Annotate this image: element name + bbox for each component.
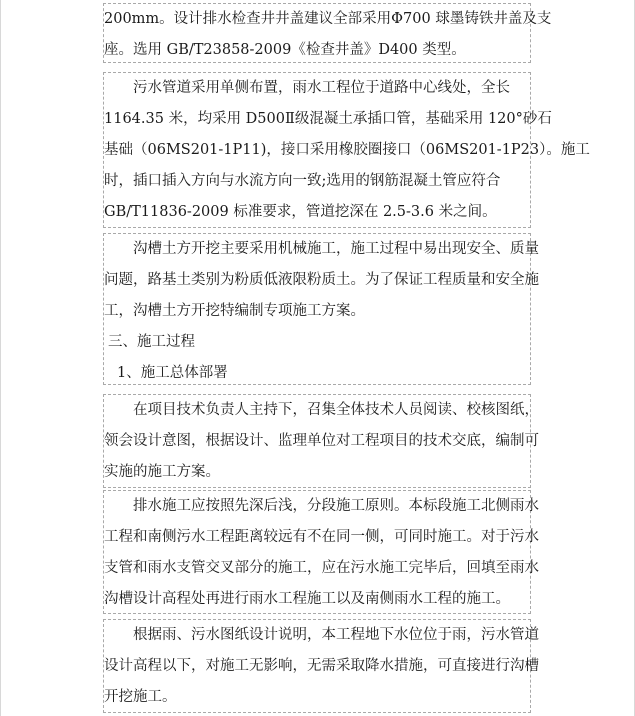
paragraph-block-4 bbox=[103, 394, 539, 488]
text-line: GB/T11836-2009 标准要求，管道挖深在 2.5-3.6 米之间。 bbox=[104, 204, 497, 220]
subsection-heading bbox=[104, 358, 528, 389]
text-line: 领会设计意图，根据设计、监理单位对工程项目的技术交底，编制可 bbox=[104, 433, 539, 449]
text-line: 座。选用 GB/T23858-2009《检查井盖》D400 类型。 bbox=[104, 42, 466, 58]
paragraph-2-cont bbox=[104, 104, 590, 228]
paragraph-1 bbox=[104, 4, 552, 66]
paragraph-4-cont bbox=[104, 426, 539, 488]
text-line: 工，沟槽土方开挖特编制专项施工方案。 bbox=[104, 303, 365, 319]
paragraph-3 bbox=[104, 234, 539, 265]
paragraph-5-cont bbox=[104, 522, 539, 615]
paragraph-block-2 bbox=[103, 72, 590, 228]
paragraph-6-cont bbox=[104, 651, 539, 713]
paragraph-block-5 bbox=[103, 490, 539, 614]
paragraph-3-cont bbox=[104, 265, 539, 327]
paragraph-block-1 bbox=[103, 3, 552, 63]
paragraph-block-3 bbox=[103, 233, 539, 385]
section-heading-text: 三、施工过程 bbox=[108, 334, 195, 350]
section-heading bbox=[104, 327, 528, 358]
page-left-edge bbox=[0, 0, 1, 716]
paragraph-block-6 bbox=[103, 619, 539, 713]
text-line: 工程和南侧污水工程距离较远有不在同一侧，可同时施工。对于污水 bbox=[104, 529, 539, 545]
paragraph-4 bbox=[104, 395, 539, 426]
paragraph-6 bbox=[104, 620, 539, 651]
text-line: 沟槽设计高程处再进行雨水工程施工以及南侧雨水工程的施工。 bbox=[104, 591, 510, 607]
text-line: 排水施工应按照先深后浅，分段施工原则。本标段施工北侧雨水 bbox=[133, 498, 539, 514]
text-line: 沟槽土方开挖主要采用机械施工，施工过程中易出现安全、质量 bbox=[133, 241, 539, 257]
text-line: 根据雨、污水图纸设计说明，本工程地下水位位于雨，污水管道 bbox=[133, 627, 539, 643]
text-line: 基础（06MS201-1P11)，接口采用橡胶圈接口（06MS201-1P23）。施工 bbox=[104, 142, 590, 158]
text-line: 问题，路基土类别为粉质低液限粉质土。为了保证工程质量和安全施 bbox=[104, 272, 539, 288]
text-line: 开挖施工。 bbox=[104, 689, 177, 705]
text-line: 支管和雨水支管交叉部分的施工，应在污水施工完毕后，回填至雨水 bbox=[104, 560, 539, 576]
paragraph-2 bbox=[104, 73, 528, 104]
text-line: 200mm。设计排水检查井井盖建议全部采用Φ700 球墨铸铁井盖及支 bbox=[104, 11, 552, 27]
text-line: 设计高程以下，对施工无影响，无需采取降水措施，可直接进行沟槽 bbox=[104, 658, 539, 674]
text-line: 时，插口插入方向与水流方向一致;选用的钢筋混凝土管应符合 bbox=[104, 173, 501, 189]
text-line: 实施的施工方案。 bbox=[104, 464, 220, 480]
text-line: 1164.35 米，均采用 D500Ⅱ级混凝土承插口管，基础采用 120°砂石 bbox=[104, 111, 552, 127]
text-line: 在项目技术负责人主持下，召集全体技术人员阅读、校核图纸， bbox=[133, 402, 539, 418]
paragraph-5 bbox=[104, 491, 539, 522]
subsection-heading-text: 1、施工总体部署 bbox=[117, 365, 228, 381]
text-line: 污水管道采用单侧布置，雨水工程位于道路中心线处，全长 bbox=[133, 80, 510, 96]
